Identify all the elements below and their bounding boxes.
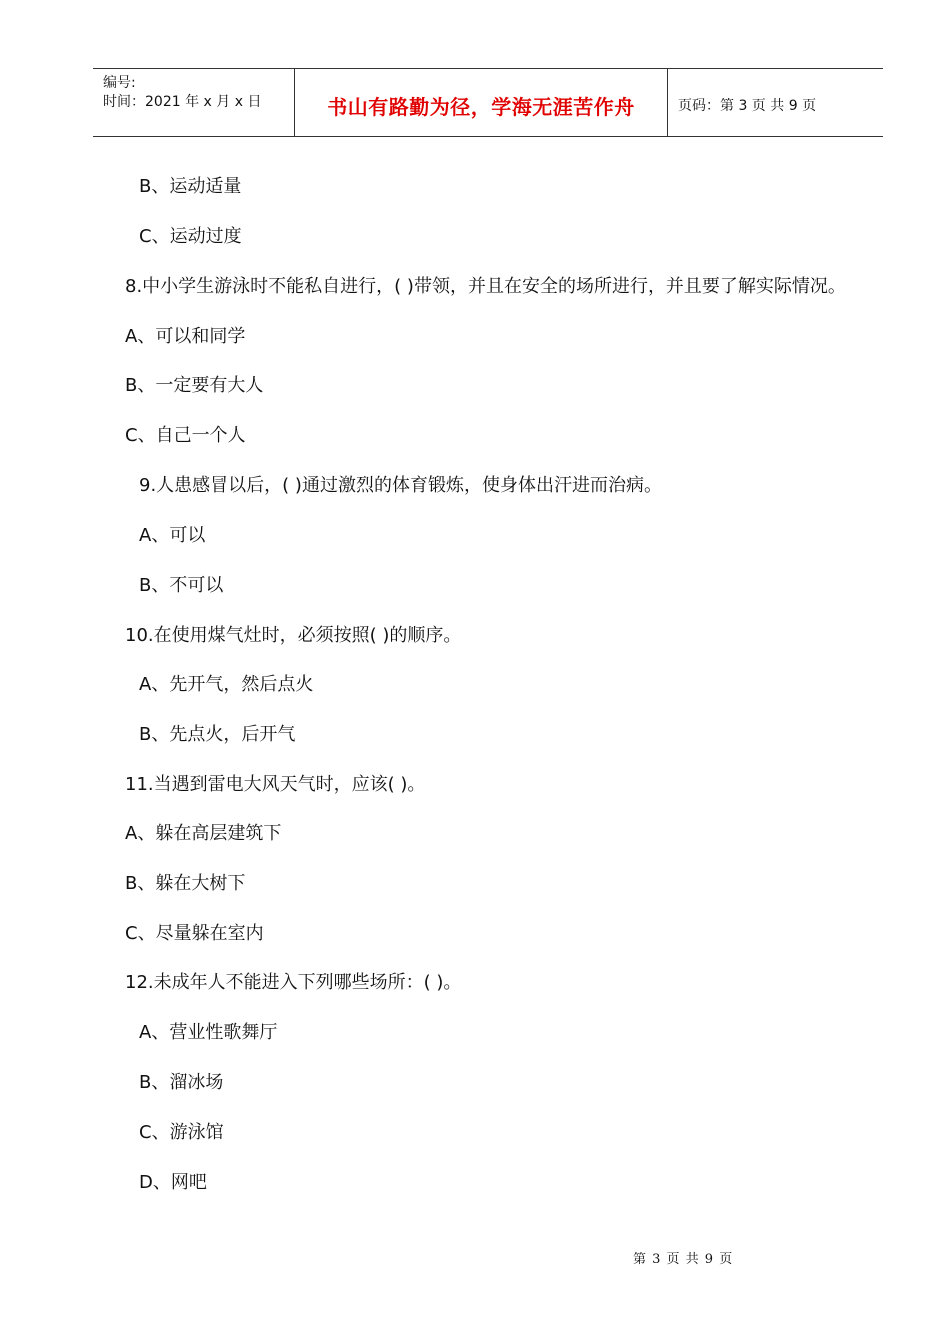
number-label: 编号: bbox=[103, 75, 136, 91]
motto: 书山有路勤为径，学海无涯苦作舟 bbox=[327, 95, 635, 119]
question-line: 8.中小学生游泳时不能私自进行，( )带领，并且在安全的场所进行，并且要了解实际情况。 bbox=[125, 276, 846, 297]
option-line: C、自己一个人 bbox=[125, 425, 246, 446]
page-info: 页码：第 3 页 共 9 页 bbox=[678, 98, 817, 114]
option-line: B、不可以 bbox=[139, 575, 224, 596]
option-line: B、溜冰场 bbox=[139, 1072, 224, 1093]
question-line: 11.当遇到雷电大风天气时，应该( )。 bbox=[125, 774, 426, 795]
question-line: 12.未成年人不能进入下列哪些场所：( )。 bbox=[125, 972, 462, 993]
option-line: B、一定要有大人 bbox=[125, 375, 264, 396]
page-footer: 第 3 页 共 9 页 bbox=[633, 1252, 734, 1267]
option-line: D、网吧 bbox=[139, 1172, 207, 1193]
option-line: A、可以和同学 bbox=[125, 326, 246, 347]
option-line: B、运动适量 bbox=[139, 176, 242, 197]
header-right-cell bbox=[668, 69, 883, 136]
option-line: A、先开气，然后点火 bbox=[139, 674, 314, 695]
option-line: A、躲在高层建筑下 bbox=[125, 823, 282, 844]
option-line: A、可以 bbox=[139, 525, 206, 546]
question-line: 10.在使用煤气灶时，必须按照( )的顺序。 bbox=[125, 625, 462, 646]
option-line: C、运动过度 bbox=[139, 226, 242, 247]
time-label: 时间：2021 年 x 月 x 日 bbox=[103, 94, 262, 110]
header-middle-cell bbox=[295, 69, 668, 136]
page-header bbox=[93, 68, 883, 137]
option-line: A、营业性歌舞厅 bbox=[139, 1022, 278, 1043]
option-line: C、尽量躲在室内 bbox=[125, 923, 264, 944]
question-line: 9.人患感冒以后，( )通过激烈的体育锻炼，使身体出汗进而治病。 bbox=[139, 475, 662, 496]
header-left-cell bbox=[93, 69, 295, 136]
option-line: B、先点火，后开气 bbox=[139, 724, 296, 745]
option-line: C、游泳馆 bbox=[139, 1122, 224, 1143]
option-line: B、躲在大树下 bbox=[125, 873, 246, 894]
